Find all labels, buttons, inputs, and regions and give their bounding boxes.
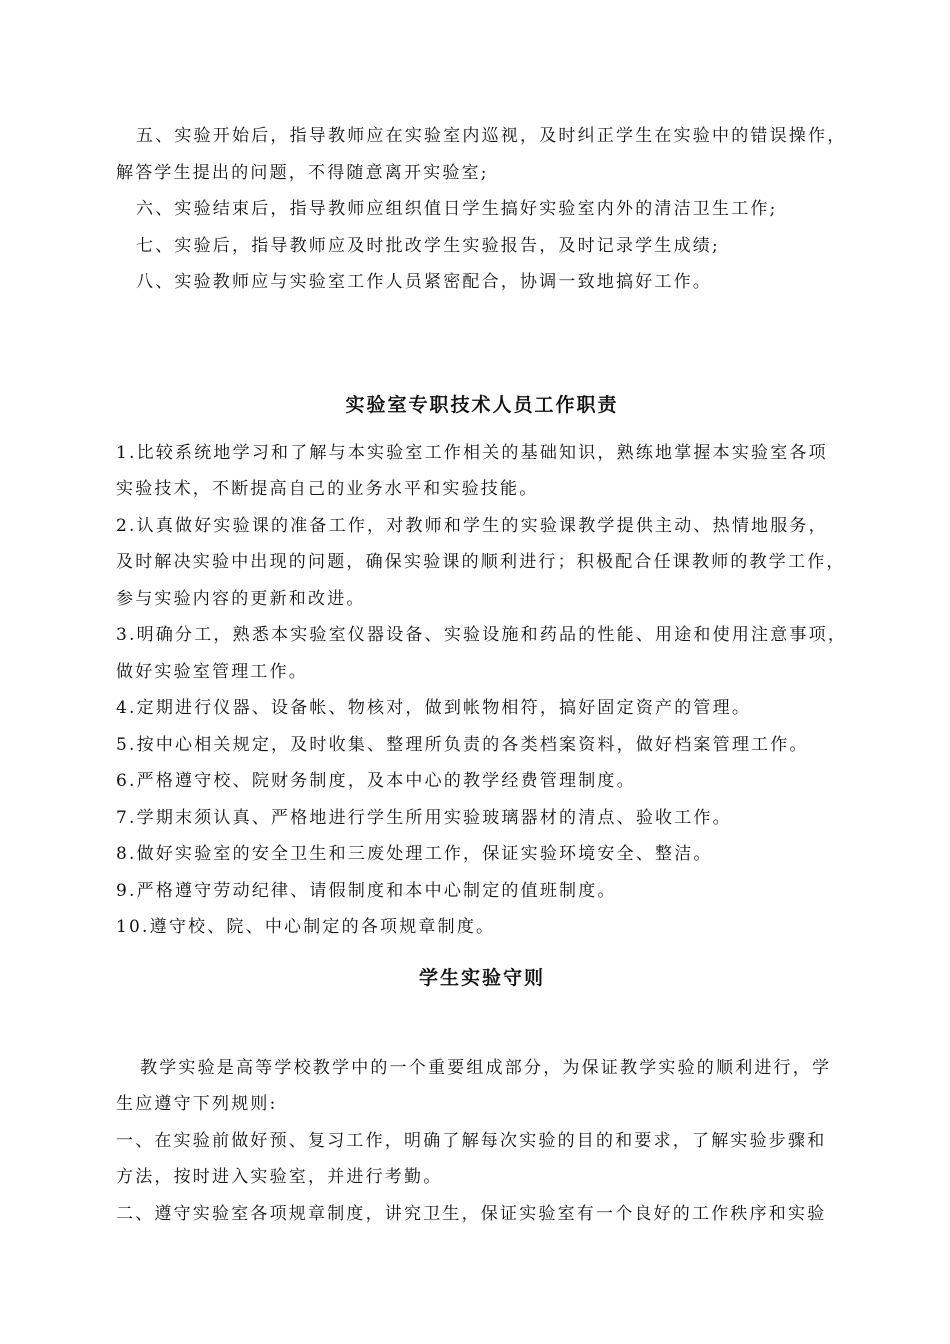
list-item-line: 1.比较系统地学习和了解与本实验室工作相关的基础知识，熟练地掌握本实验室各项 [116,442,828,463]
section-title-rules: 学生实验守则 [418,966,545,989]
paragraph-line: 教学实验是高等学校教学中的一个重要组成部分，为保证教学实验的顺利进行，学 [140,1057,832,1078]
list-item-line: 5.按中心相关规定，及时收集、整理所负责的各类档案资料，做好档案管理工作。 [116,734,809,755]
paragraph-line: 生应遵守下列规则: [116,1094,278,1114]
paragraph-line: 解答学生提出的问题，不得随意离开实验室; [116,162,489,183]
list-item-line: 及时解决实验中出现的问题，确保实验课的顺利进行；积极配合任课教师的教学工作， [116,552,846,572]
paragraph-line: 一、在实验前做好预、复习工作，明确了解每次实验的目的和要求，了解实验步骤和 [116,1130,827,1151]
document-page [116,118,848,1232]
list-item-line: 10.遵守校、院、中心制定的各项规章制度。 [116,917,496,937]
list-item-line: 参与实验内容的更新和改进。 [116,588,366,609]
list-item-line: 3.明确分工，熟悉本实验室仪器设备、实验设施和药品的性能、用途和使用注意事项， [116,625,848,645]
paragraph-line: 方法，按时进入实验室，并进行考勤。 [116,1167,443,1187]
list-item-line: 2.认真做好实验课的准备工作，对教师和学生的实验课教学提供主动、热情地服务， [116,515,828,536]
list-item-line: 9.严格遵守劳动纪律、请假制度和本中心制定的值班制度。 [116,880,617,901]
list-item-line: 7.学期末须认真、严格地进行学生所用实验玻璃器材的清点、验收工作。 [116,807,732,828]
paragraph-line: 七、实验后，指导教师应及时批改学生实验报告，及时记录学生成绩; [136,235,720,256]
list-item-line: 8.做好实验室的安全卫生和三废处理工作，保证实验环境安全、整洁。 [116,844,713,864]
list-item-line: 实验技术，不断提高自己的业务水平和实验技能。 [116,479,539,499]
list-item-line: 4.定期进行仪器、设备帐、物核对，做到帐物相符，搞好固定资产的管理。 [116,698,752,718]
paragraph-line: 五、实验开始后，指导教师应在实验室内巡视，及时纠正学生在实验中的错误操作， [136,126,847,146]
paragraph-line: 八、实验教师应与实验室工作人员紧密配合，协调一致地搞好工作。 [136,272,712,292]
list-item-line: 做好实验室管理工作。 [116,661,308,682]
list-item-line: 6.严格遵守校、院财务制度，及本中心的教学经费管理制度。 [116,771,636,791]
paragraph-line: 六、实验结束后，指导教师应组织值日学生搞好实验室内外的清洁卫生工作; [136,199,778,219]
paragraph-line: 二、遵守实验室各项规章制度，讲究卫生，保证实验室有一个良好的工作秩序和实验 [116,1203,827,1224]
section-title-duties: 实验室专职技术人员工作职责 [345,393,619,416]
